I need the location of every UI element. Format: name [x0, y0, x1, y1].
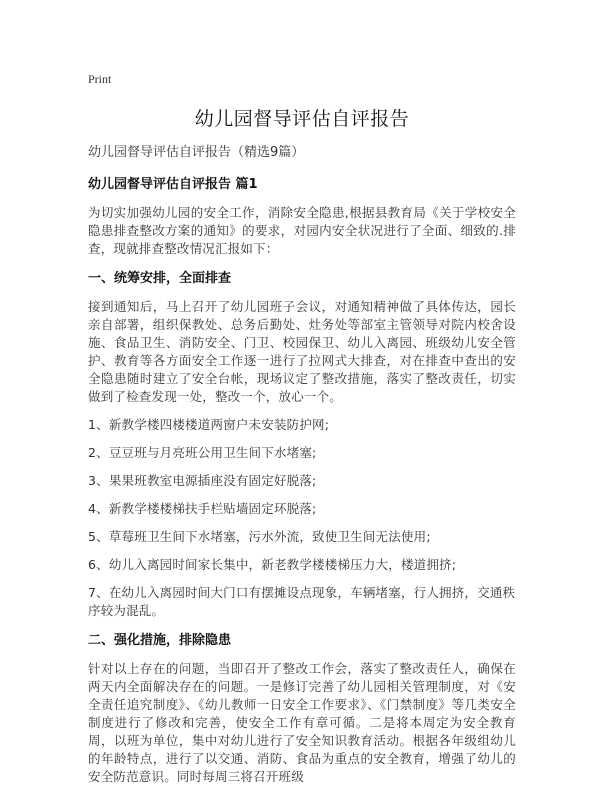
intro-paragraph: 为切实加强幼儿园的安全工作，消除安全隐患,根据县教育局《关于学校安全隐患排查整改方案的通知》的要求，对园内安全状况进行了全面、细致的.排查，现就排查整改情况汇报如下： — [88, 205, 516, 256]
issue-list — [88, 416, 516, 620]
article-heading: 幼儿园督导评估自评报告 篇1 — [88, 177, 258, 192]
list-item: 6、幼儿入离园时间家长集中，新老教学楼楼梯压力大，楼道拥挤; — [88, 557, 457, 572]
list-item: 7、在幼儿入离园时间大门口有摆摊设点现象，车辆堵塞，行人拥挤，交通秩序较为混乱。 — [88, 585, 516, 618]
list-item: 2、豆豆班与月亮班公用卫生间下水堵塞; — [88, 445, 317, 460]
document-page — [88, 70, 516, 786]
section-heading-1: 一、统筹安排，全面排查 — [88, 271, 232, 286]
list-item: 3、果果班教室电源插座没有固定好脱落; — [88, 473, 317, 488]
page-title: 幼儿园督导评估自评报告 — [194, 108, 410, 130]
section-1-paragraph: 接到通知后，马上召开了幼儿园班子会议，对通知精神做了具体传达，园长亲自部署，组织保教处、总务后勤处、灶务处等部室主管领导对院内校舍设施、食品卫生、消防安全、门卫、校园保卫、幼儿入离园、班级幼儿安全管护、教育等各方面安全工作逐一进行了拉网式大排查，对在排查中查出的安全隐患随时建立了安全台帐，现场议定了整改措施，落实了整改责任，切实做到了检查发现一处，整改一个，放心一个。 — [88, 299, 516, 404]
document-subtitle: 幼儿园督导评估自评报告（精选9篇） — [88, 145, 305, 160]
section-2-paragraph: 针对以上存在的问题，当即召开了整改工作会，落实了整改责任人，确保在两天内全面解决存在的问题。一是修订完善了幼儿园相关管理制度，对《安全责任追究制度》、《幼儿教师一日安全工作要求》、《门禁制度》等几类安全制度进行了修改和完善，使安全工作有章可循。二是将本周定为安全教育周，以班为单位，集中对幼儿进行了安全知识教育活动。根据各年级组幼儿的年龄特点，进行了以交通、消防、食品为重点的安全教育，增强了幼儿的安全防范意识。同时每周三将召开班级 — [88, 661, 516, 784]
print-link[interactable]: Print — [88, 72, 112, 86]
list-item: 1、新教学楼四楼楼道两窗户未安装防护网; — [88, 417, 330, 432]
section-heading-2: 二、强化措施，排除隐患 — [88, 633, 232, 648]
list-item: 5、草莓班卫生间下水堵塞，污水外流，致使卫生间无法使用; — [88, 529, 431, 544]
list-item: 4、新教学楼楼梯扶手栏贴墙固定环脱落; — [88, 501, 317, 516]
